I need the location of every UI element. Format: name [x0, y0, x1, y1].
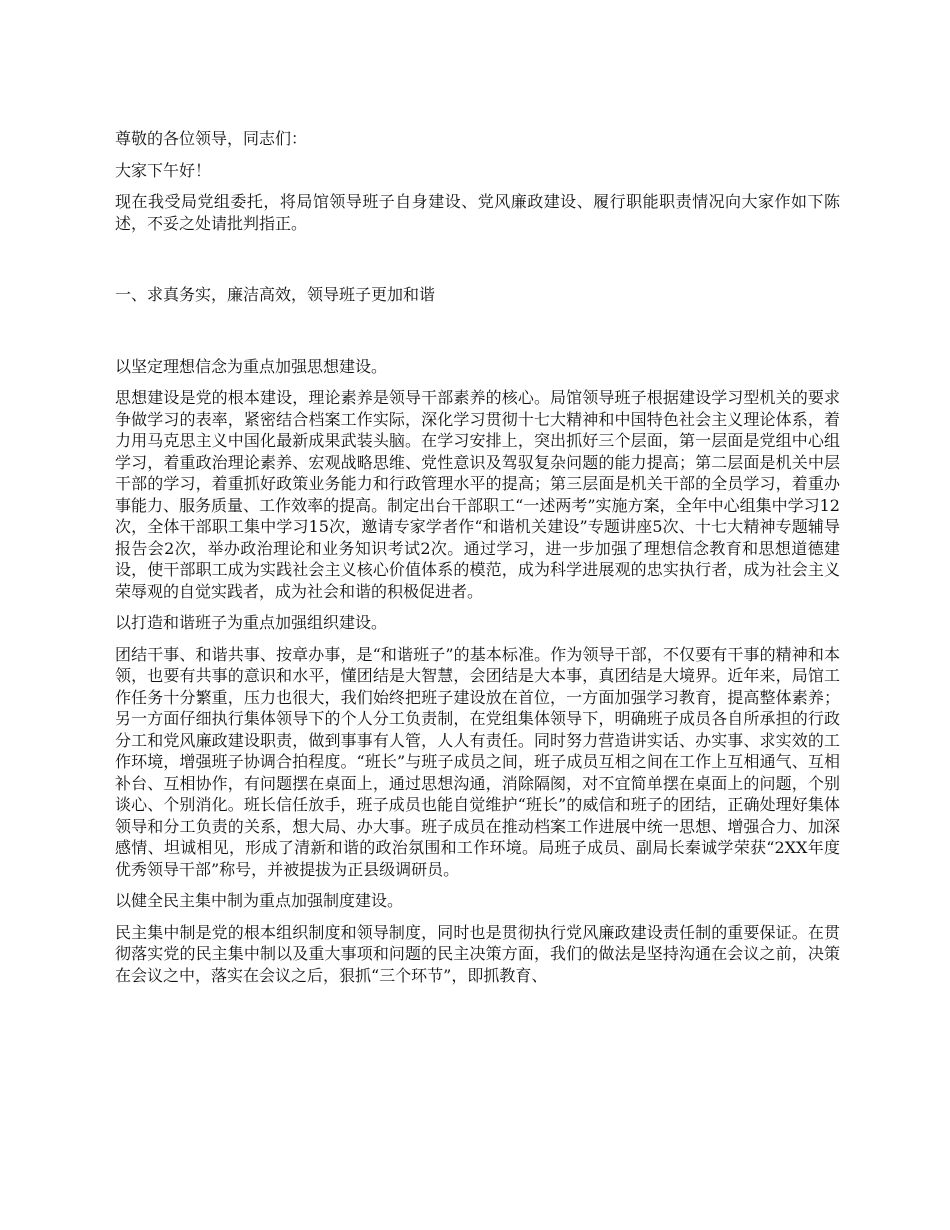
subsection-body-2: 团结干事、和谐共事、按章办事，是“和谐班子”的基本标准。作为领导干部，不仅要有干事的精神和本领，也要有共事的意识和水平，懂团结是大智慧，会团结是大本事，真团结是大境界。近年来，局馆工作任务十分繁重，压力也很大，我们始终把班子建设放在首位，一方面加强学习教育，提高整体素养；另一方面仔细执行集体领导下的个人分工负责制，在党组集体领导下，明确班子成员各自所承担的行政分工和党风廉政建设职责，做到事事有人管，人人有责任。同时努力营造讲实话、办实事、求实效的工作环境，增强班子协调合拍程度。“班长”与班子成员之间，班子成员互相之间在工作上互相通气、互相补台、互相协作，有问题摆在桌面上，通过思想沟通，消除隔阂，对不宜简单摆在桌面上的问题，个别谈心、个别消化。班长信任放手，班子成员也能自觉维护“班长”的威信和班子的团结，正确处理好集体领导和分工负责的关系，想大局、办大事。班子成员在推动档案工作进展中统一思想、增强合力、加深感情、坦诚相见，形成了清新和谐的政治氛围和工作环境。局班子成员、副局长秦诚学荣获“2XX年度优秀领导干部”称号，并被提拔为正县级调研员。: [115, 644, 840, 879]
document-page: [115, 128, 840, 996]
subsection-body-1: 思想建设是党的根本建设，理论素养是领导干部素养的核心。局馆领导班子根据建设学习型机关的要求争做学习的表率，紧密结合档案工作实际，深化学习贯彻十七大精神和中国特色社会主义理论体系，着力用马克思主义中国化最新成果武装头脑。在学习安排上，突出抓好三个层面，第一层面是党组中心组学习，着重政治理论素养、宏观战略思维、党性意识及驾驭复杂问题的能力提高；第二层面是机关中层干部的学习，着重抓好政策业务能力和行政管理水平的提高；第三层面是机关干部的全员学习，着重办事能力、服务质量、工作效率的提高。制定出台干部职工“一述两考”实施方案，全年中心组集中学习12次，全体干部职工集中学习15次，邀请专家学者作“和谐机关建设”专题讲座5次、十七大精神专题辅导报告会2次，举办政治理论和业务知识考试2次。通过学习，进一步加强了理想信念教育和思想道德建设，使干部职工成为实践社会主义核心价值体系的模范，成为科学进展观的忠实执行者，成为社会主义荣辱观的自觉实践者，成为社会和谐的积极促进者。: [115, 388, 840, 601]
subsection-title-2: 以打造和谐班子为重点加强组织建设。: [115, 613, 388, 632]
subsection-title-1: 以坚定理想信念为重点加强思想建设。: [115, 356, 388, 376]
spacer: [115, 244, 840, 284]
intro-paragraph: 现在我受局党组委托，将局馆领导班子自身建设、党风廉政建设、履行职能职责情况向大家作如下陈述，不妥之处请批判指正。: [115, 192, 840, 233]
subsection-body-3: 民主集中制是党的根本组织制度和领导制度，同时也是贯彻执行党风廉政建设责任制的重要保证。在贯彻落实党的民主集中制以及重大事项和问题的民主决策方面，我们的做法是坚持沟通在会议之前，决策在会议之中，落实在会议之后，狠抓“三个环节”，即抓教育、: [115, 922, 840, 985]
section-heading-1: 一、求真务实，廉洁高效，领导班子更加和谐: [115, 285, 436, 304]
subsection-title-3: 以健全民主集中制为重点加强制度建设。: [115, 891, 404, 910]
spacer: [115, 316, 840, 356]
greeting: 尊敬的各位领导，同志们：: [115, 129, 308, 148]
salutation: 大家下午好！: [115, 160, 212, 180]
